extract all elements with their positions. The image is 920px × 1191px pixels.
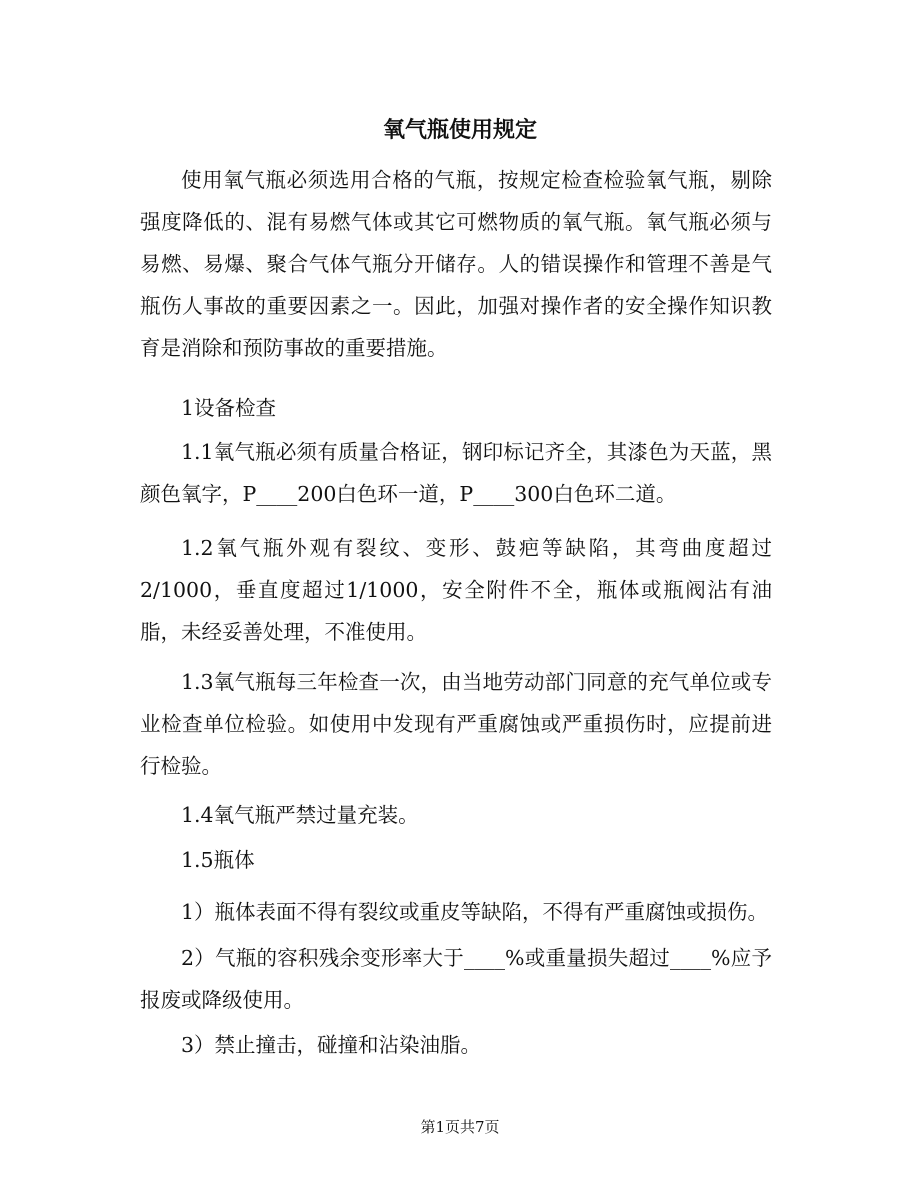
section-heading-equipment-check: 1设备检查 — [181, 396, 277, 420]
document-title: 氧气瓶使用规定 — [382, 117, 537, 143]
page-number: 第1页共7页 — [420, 1118, 500, 1136]
clause-1-4: 1.4氧气瓶严禁过量充装。 — [181, 803, 419, 827]
item-3: 3）禁止撞击，碰撞和沾染油脂。 — [181, 1033, 482, 1057]
clause-1-1: 1.1氧气瓶必须有质量合格证，钢印标记齐全，其漆色为天蓝，黑颜色氧字，P____200白色环一道，P____300白色环二道。 — [140, 440, 772, 506]
item-2: 2）气瓶的容积残余变形率大于____%或重量损失超过____%应予报废或降级使用。 — [140, 946, 772, 1012]
item-1: 1）瓶体表面不得有裂纹或重皮等缺陷，不得有严重腐蚀或损伤。 — [181, 900, 769, 924]
intro-paragraph: 使用氧气瓶必须选用合格的气瓶，按规定检查检验氧气瓶，剔除强度降低的、混有易燃气体或其它可燃物质的氧气瓶。氧气瓶必须与易燃、易爆、聚合气体气瓶分开储存。人的错误操作和管理不善是气瓶伤人事故的重要因素之一。因此，加强对操作者的安全操作知识教育是消除和预防事故的重要措施。 — [140, 168, 772, 360]
clause-1-2: 1.2氧气瓶外观有裂纹、变形、鼓疤等缺陷，其弯曲度超过2/1000，垂直度超过1/1000，安全附件不全，瓶体或瓶阀沾有油脂，未经妥善处理，不准使用。 — [140, 536, 772, 644]
clause-1-5: 1.5瓶体 — [181, 848, 255, 872]
clause-1-3: 1.3氧气瓶每三年检查一次，由当地劳动部门同意的充气单位或专业检查单位检验。如使用中发现有严重腐蚀或严重损伤时，应提前进行检验。 — [140, 670, 772, 778]
